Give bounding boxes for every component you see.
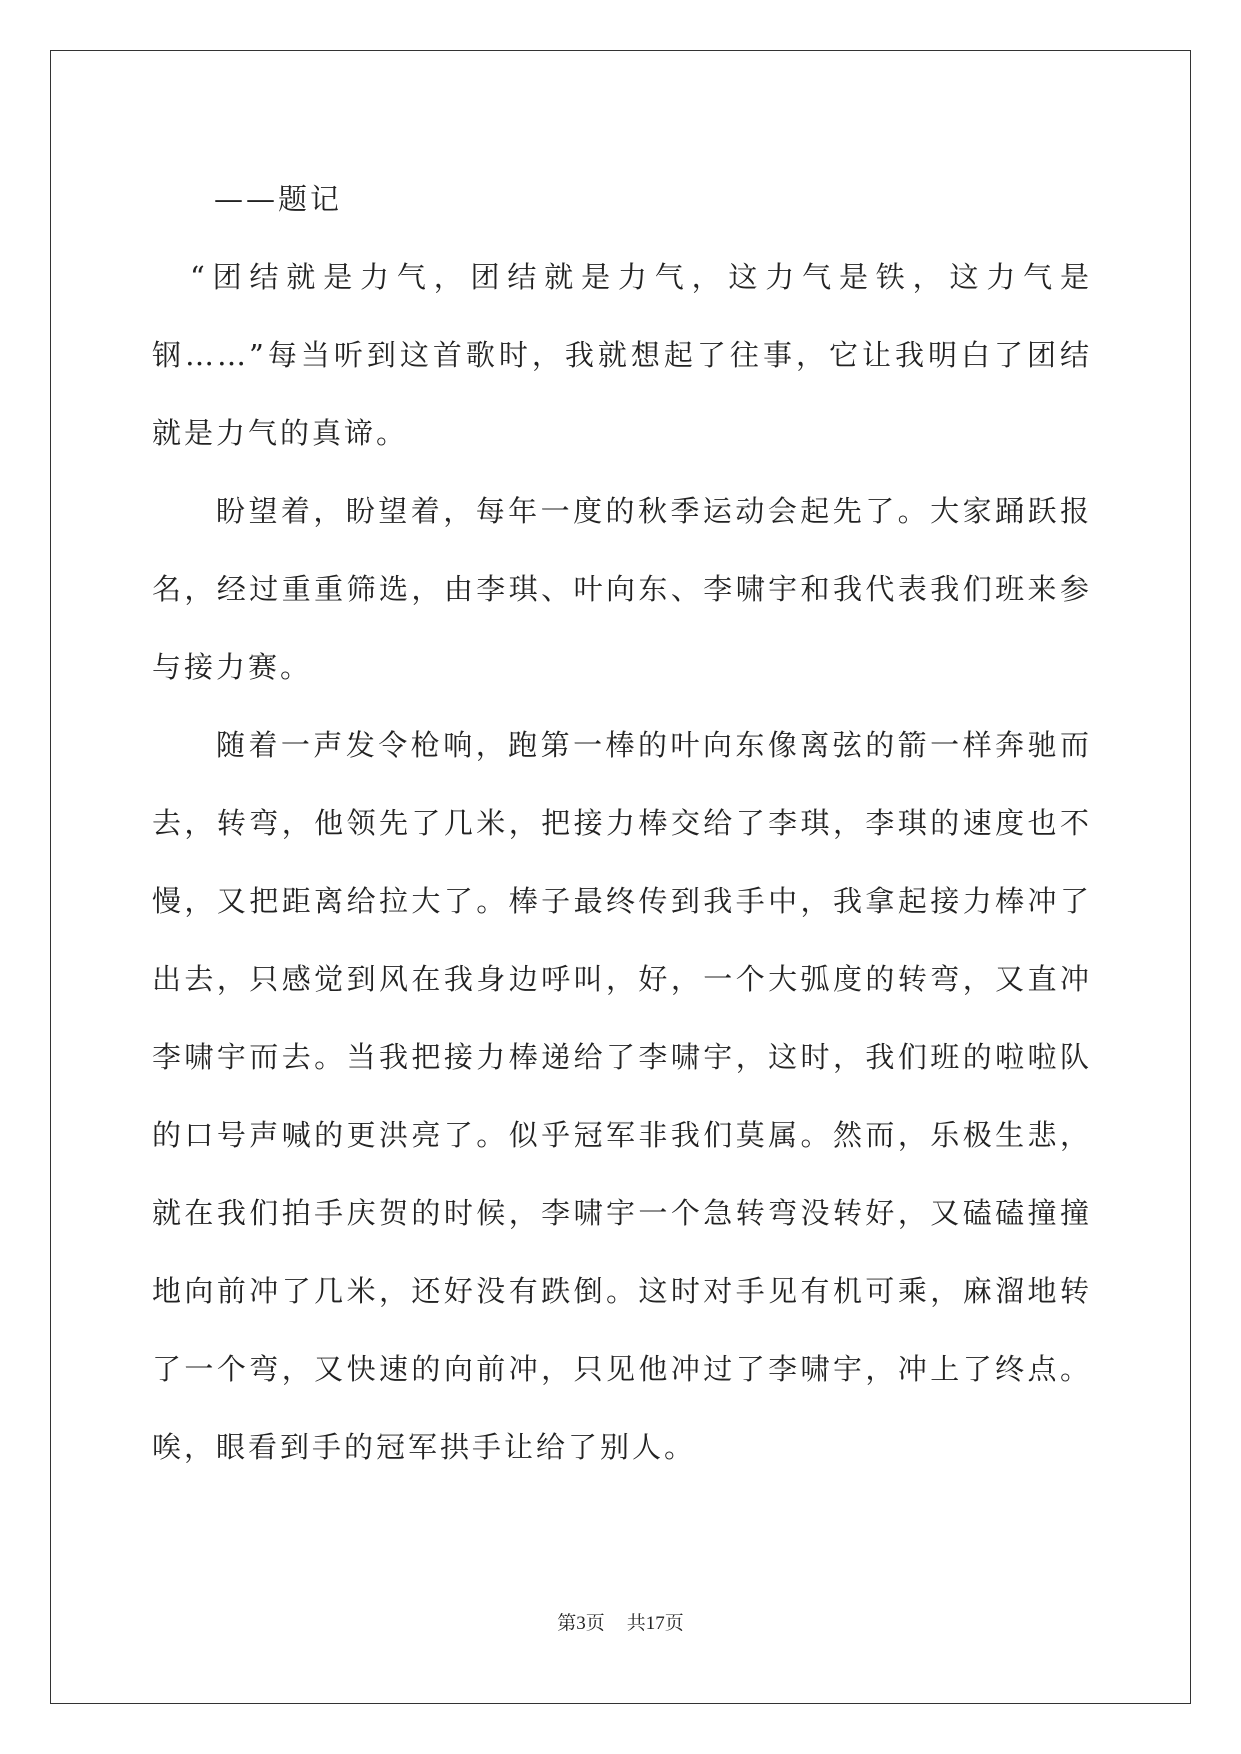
document-body — [152, 160, 1092, 1486]
paragraph-quote: “团结就是力气，团结就是力气，这力气是铁，这力气是钢……”每当听到这首歌时，我就想起了往事，它让我明白了团结就是力气的真谛。 — [152, 260, 1092, 450]
page-number: 第3页 — [557, 1613, 605, 1634]
paragraph-registration: 盼望着，盼望着，每年一度的秋季运动会起先了。大家踊跃报名，经过重重筛选，由李琪、叶向东、李啸宇和我代表我们班来参与接力赛。 — [152, 494, 1092, 684]
paragraph-relay-race: 随着一声发令枪响，跑第一棒的叶向东像离弦的箭一样奔驰而去，转弯，他领先了几米，把接力棒交给了李琪，李琪的速度也不慢，又把距离给拉大了。棒子最终传到我手中，我拿起接力棒冲了出去，只感觉到风在我身边呼叫，好，一个大弧度的转弯，又直冲李啸宇而去。当我把接力棒递给了李啸宇，这时，我们班的啦啦队的口号声喊的更洪亮了。似乎冠军非我们莫属。然而，乐极生悲，就在我们拍手庆贺的时候，李啸宇一个急转弯没转好，又磕磕撞撞地向前冲了几米，还好没有跌倒。这时对手见有机可乘，麻溜地转了一个弯，又快速的向前冲，只见他冲过了李啸宇，冲上了终点。唉，眼看到手的冠军拱手让给了别人。 — [152, 728, 1092, 1464]
epigraph: ——题记 — [214, 182, 343, 216]
page-total: 共17页 — [626, 1613, 684, 1634]
page-footer — [0, 1608, 1241, 1635]
